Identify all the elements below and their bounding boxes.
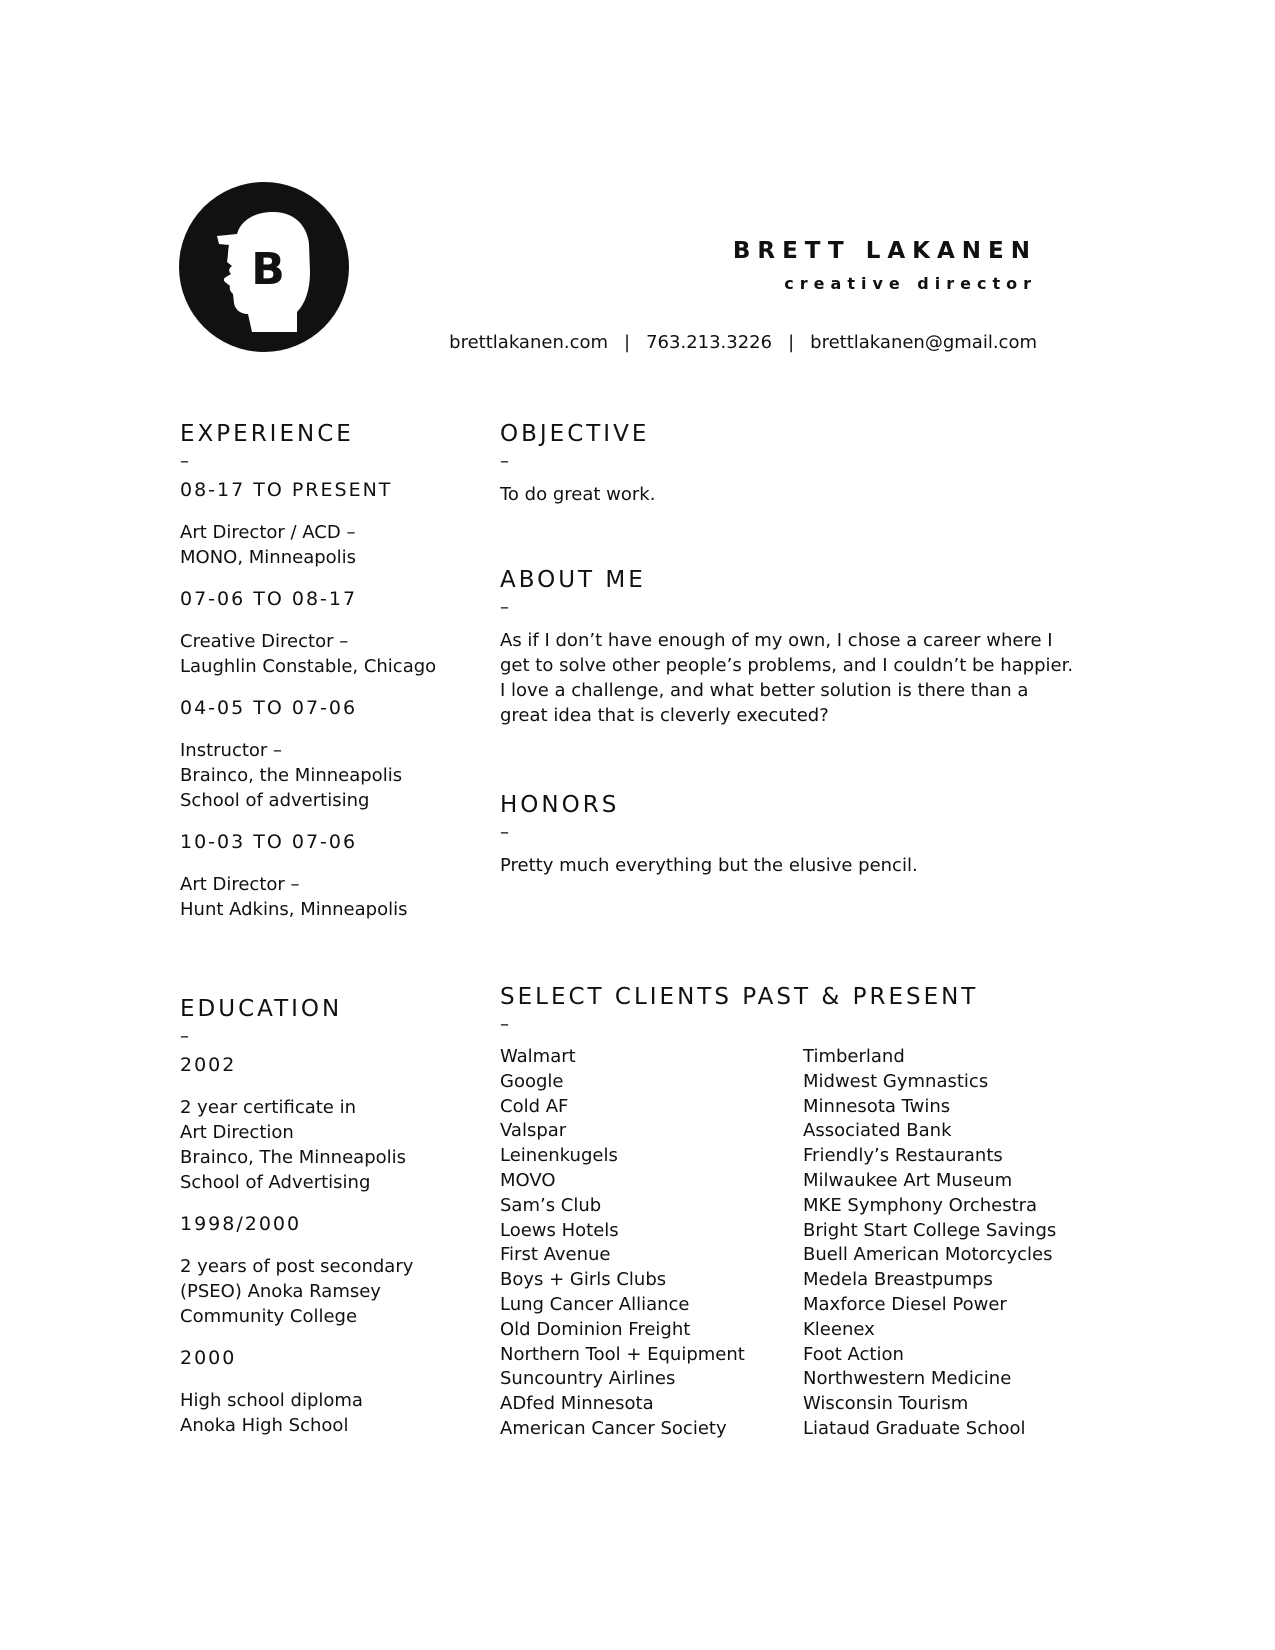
client-item: Liataud Graduate School — [803, 1417, 1026, 1439]
education-entry — [180, 1346, 470, 1438]
client-item: Cold AF — [500, 1095, 569, 1117]
experience-entry — [180, 696, 470, 813]
entry-date: 04-05 TO 07-06 — [180, 697, 358, 719]
entry-line: School of Advertising — [180, 1172, 371, 1193]
entry-line: Creative Director – — [180, 631, 349, 652]
entry-line: Instructor – — [180, 740, 283, 761]
entry-line: Art Director – — [180, 874, 300, 895]
client-item: Bright Start College Savings — [803, 1219, 1057, 1241]
email-link[interactable]: brettlakanen@gmail.com — [810, 332, 1037, 353]
section-dash: – — [500, 1014, 509, 1035]
client-item: Maxforce Diesel Power — [803, 1293, 1007, 1315]
entry-line: Laughlin Constable, Chicago — [180, 656, 437, 677]
client-item: Minnesota Twins — [803, 1095, 951, 1117]
client-item: Medela Breastpumps — [803, 1269, 993, 1291]
client-item: Milwaukee Art Museum — [803, 1169, 1013, 1191]
section-dash: – — [180, 1026, 189, 1047]
entry-line: (PSEO) Anoka Ramsey — [180, 1281, 381, 1302]
section-dash: – — [180, 451, 189, 472]
client-item: MKE Symphony Orchestra — [803, 1194, 1038, 1216]
entry-date: 1998/2000 — [180, 1213, 302, 1235]
section-dash: – — [500, 822, 509, 843]
client-item: Old Dominion Freight — [500, 1318, 691, 1340]
about-line: great idea that is cleverly executed? — [500, 705, 829, 726]
person-name: BRETT LAKANEN — [732, 238, 1037, 264]
website-link[interactable]: brettlakanen.com — [449, 332, 609, 353]
education-title: EDUCATION — [180, 996, 343, 1022]
entry-line: School of advertising — [180, 790, 370, 811]
clients-section — [500, 983, 1090, 1035]
objective-title: OBJECTIVE — [500, 421, 650, 447]
about-line: get to solve other people’s problems, and I couldn’t be happier. — [500, 655, 1074, 676]
contact-separator: | — [624, 332, 631, 353]
client-item: ADfed Minnesota — [500, 1393, 654, 1415]
client-item: Kleenex — [803, 1318, 875, 1340]
client-item: Lung Cancer Alliance — [500, 1293, 690, 1315]
brand-logo-icon — [179, 182, 349, 352]
phone-number[interactable]: 763.213.3226 — [646, 332, 773, 353]
honors-text: Pretty much everything but the elusive pencil. — [500, 855, 918, 876]
entry-line: Brainco, the Minneapolis — [180, 765, 403, 786]
experience-title: EXPERIENCE — [180, 421, 354, 447]
client-item: American Cancer Society — [500, 1417, 727, 1439]
clients-column-2 — [803, 1045, 1103, 1442]
client-item: Walmart — [500, 1046, 576, 1067]
client-item: Northern Tool + Equipment — [500, 1343, 745, 1365]
honors-title: HONORS — [500, 792, 620, 818]
experience-entry — [180, 830, 470, 922]
client-item: Boys + Girls Clubs — [500, 1269, 667, 1291]
client-item: Timberland — [803, 1046, 905, 1067]
entry-line: Art Direction — [180, 1122, 294, 1143]
entry-line: Hunt Adkins, Minneapolis — [180, 899, 408, 920]
entry-date: 2000 — [180, 1347, 237, 1369]
experience-entry — [180, 478, 470, 570]
honors-section — [500, 791, 1090, 878]
client-item: Associated Bank — [803, 1120, 952, 1142]
client-item: Midwest Gymnastics — [803, 1070, 989, 1092]
contact-separator: | — [788, 332, 795, 353]
logo-letter: B — [251, 244, 285, 295]
client-item: Leinenkugels — [500, 1145, 618, 1167]
client-item: Wisconsin Tourism — [803, 1393, 969, 1415]
clients-title: SELECT CLIENTS PAST & PRESENT — [500, 984, 979, 1010]
client-item: Loews Hotels — [500, 1219, 619, 1241]
client-item: Buell American Motorcycles — [803, 1244, 1053, 1266]
about-title: ABOUT ME — [500, 567, 646, 593]
client-item: Valspar — [500, 1120, 567, 1142]
client-item: Northwestern Medicine — [803, 1368, 1012, 1390]
education-entry — [180, 1053, 470, 1195]
entry-line: Anoka High School — [180, 1415, 349, 1436]
client-item: Sam’s Club — [500, 1194, 602, 1216]
client-item: First Avenue — [500, 1244, 611, 1266]
section-dash: – — [500, 451, 509, 472]
client-item: Suncountry Airlines — [500, 1368, 676, 1390]
education-section — [180, 995, 470, 1047]
about-section — [500, 566, 1090, 728]
client-item: Foot Action — [803, 1343, 904, 1365]
person-role: creative director — [784, 274, 1037, 293]
entry-line: 2 years of post secondary — [180, 1256, 414, 1277]
objective-text: To do great work. — [500, 484, 656, 505]
client-item: Friendly’s Restaurants — [803, 1145, 1003, 1167]
entry-date: 07-06 TO 08-17 — [180, 588, 358, 610]
entry-date: 08-17 TO PRESENT — [180, 479, 393, 501]
entry-line: 2 year certificate in — [180, 1097, 357, 1118]
about-line: I love a challenge, and what better solution is there than a — [500, 680, 1029, 701]
section-dash: – — [500, 597, 509, 618]
contact-line — [449, 332, 1037, 353]
entry-line: Community College — [180, 1306, 358, 1327]
experience-section — [180, 420, 470, 472]
client-item: Google — [500, 1070, 564, 1092]
entry-date: 10-03 TO 07-06 — [180, 831, 358, 853]
objective-section — [500, 420, 1090, 507]
about-line: As if I don’t have enough of my own, I chose a career where I — [500, 630, 1053, 651]
entry-line: Brainco, The Minneapolis — [180, 1147, 407, 1168]
clients-column-1 — [500, 1045, 800, 1442]
entry-date: 2002 — [180, 1054, 237, 1076]
education-entry — [180, 1212, 470, 1329]
client-item: MOVO — [500, 1169, 556, 1191]
entry-line: Art Director / ACD – — [180, 522, 356, 543]
experience-entry — [180, 587, 470, 679]
entry-line: High school diploma — [180, 1390, 363, 1411]
entry-line: MONO, Minneapolis — [180, 547, 357, 568]
